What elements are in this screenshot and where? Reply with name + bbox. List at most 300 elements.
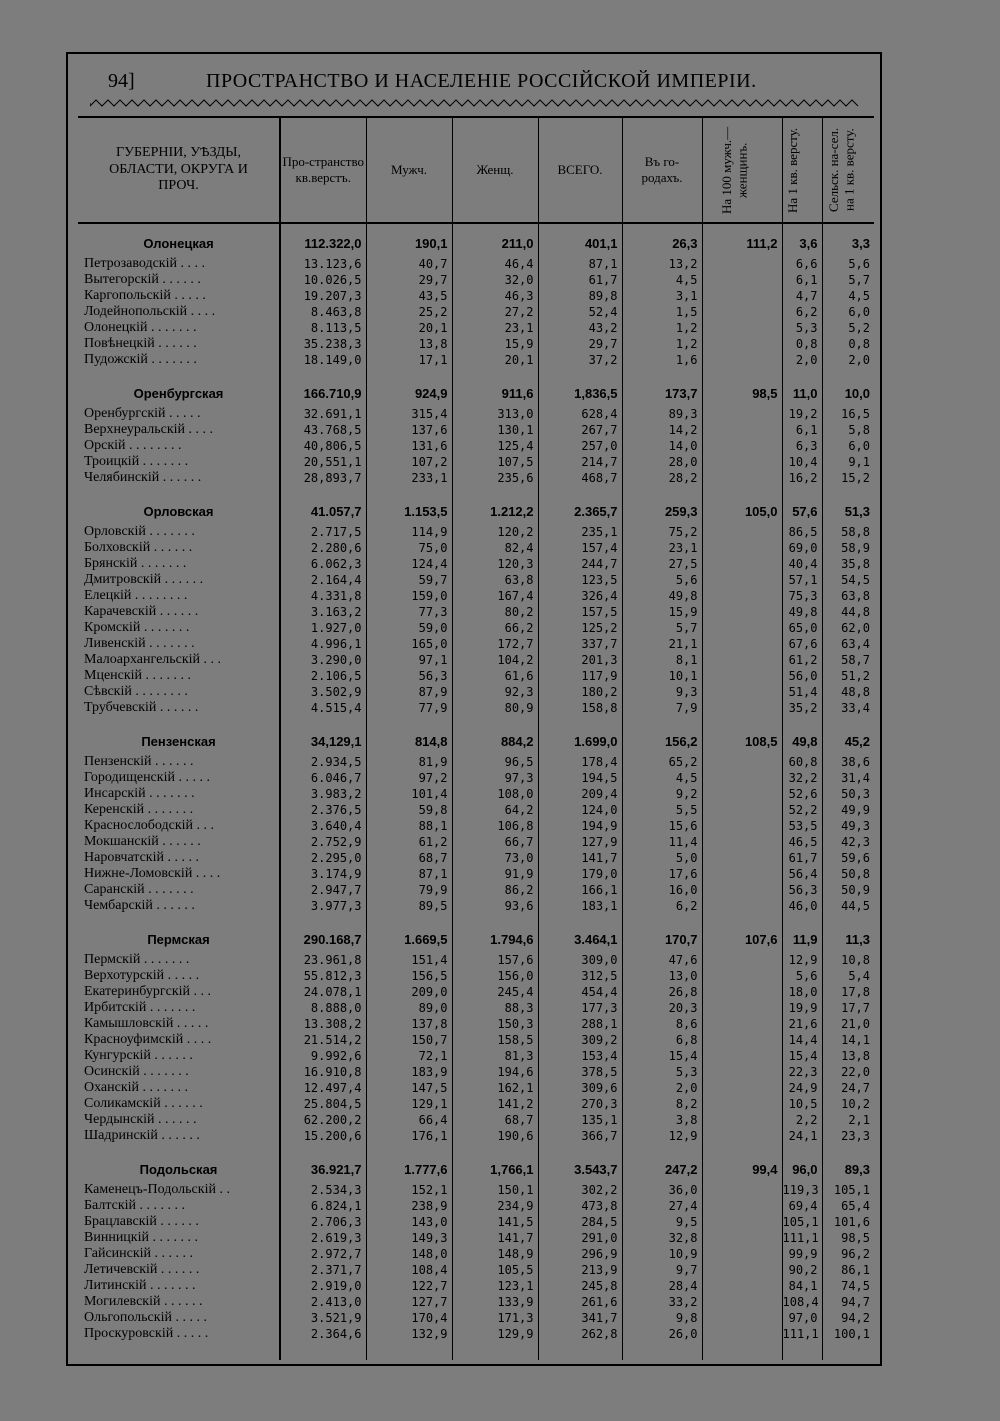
spacer-cell: [782, 223, 822, 232]
district-value: 94,2: [822, 1310, 874, 1326]
district-row: [78, 684, 874, 700]
district-value: 35.238,3: [280, 336, 366, 352]
district-value: 15,4: [782, 1048, 822, 1064]
district-value: 2,2: [782, 1112, 822, 1128]
district-value: 262,8: [538, 1326, 622, 1342]
district-row: [78, 336, 874, 352]
district-value: 0,8: [822, 336, 874, 352]
district-name: Лодейнопольскій . . . .: [84, 304, 216, 319]
district-value: 137,6: [366, 422, 452, 438]
district-value: 27,5: [622, 556, 702, 572]
district-value: 50,8: [822, 866, 874, 882]
district-row: [78, 524, 874, 540]
district-value: [702, 984, 782, 1000]
district-value: 2.619,3: [280, 1230, 366, 1246]
district-value: 244,7: [538, 556, 622, 572]
district-value: 32.691,1: [280, 406, 366, 422]
spacer-cell: [452, 1144, 538, 1158]
district-value: 29,7: [366, 272, 452, 288]
district-value: 8,6: [622, 1016, 702, 1032]
district-value: 108,4: [782, 1294, 822, 1310]
district-value: 28,893,7: [280, 470, 366, 486]
district-row: [78, 1064, 874, 1080]
page-number: 94]: [108, 70, 135, 92]
district-value: 190,6: [452, 1128, 538, 1144]
district-value: 2.371,7: [280, 1262, 366, 1278]
province-name: Орловская: [143, 504, 214, 519]
district-value: 167,4: [452, 588, 538, 604]
district-value: [702, 336, 782, 352]
spacer-cell: [538, 1144, 622, 1158]
district-row: [78, 898, 874, 914]
district-value: [702, 1246, 782, 1262]
district-value: 19.207,3: [280, 288, 366, 304]
province-d1: 96,0: [782, 1158, 822, 1182]
district-value: 2,0: [622, 1080, 702, 1096]
district-value: 5,2: [822, 320, 874, 336]
district-value: [702, 288, 782, 304]
district-value: 26,8: [622, 984, 702, 1000]
spacer-cell: [822, 1144, 874, 1158]
district-value: [702, 352, 782, 368]
district-value: 2.534,3: [280, 1182, 366, 1198]
district-value: [702, 454, 782, 470]
district-value: 3.502,9: [280, 684, 366, 700]
province-f: 211,0: [452, 232, 538, 256]
district-value: 46,3: [452, 288, 538, 304]
district-value: 18,0: [782, 984, 822, 1000]
district-value: 65,4: [822, 1198, 874, 1214]
district-row: [78, 818, 874, 834]
district-value: 245,8: [538, 1278, 622, 1294]
district-value: 65,2: [622, 754, 702, 770]
district-name: Троицкій . . . . . . .: [84, 454, 189, 469]
district-value: 43,2: [538, 320, 622, 336]
district-value: 100,1: [822, 1326, 874, 1342]
province-m: 814,8: [366, 730, 452, 754]
district-value: 96,5: [452, 754, 538, 770]
district-name: Мценскій . . . . . . .: [84, 668, 192, 683]
district-value: 3.977,3: [280, 898, 366, 914]
district-row: [78, 1096, 874, 1112]
district-name: Брацлавскій . . . . . .: [84, 1214, 199, 1229]
district-value: [702, 700, 782, 716]
spacer-cell: [366, 1144, 452, 1158]
district-row: [78, 834, 874, 850]
district-row: [78, 620, 874, 636]
district-value: 141,7: [538, 850, 622, 866]
district-value: 97,0: [782, 1310, 822, 1326]
district-value: 4.515,4: [280, 700, 366, 716]
district-value: 89,5: [366, 898, 452, 914]
district-value: 32,2: [782, 770, 822, 786]
spacer-cell: [822, 368, 874, 382]
district-value: [702, 636, 782, 652]
province-row: [78, 382, 874, 406]
district-row: [78, 968, 874, 984]
district-value: 48,8: [822, 684, 874, 700]
district-value: 156,0: [452, 968, 538, 984]
spacer-cell: [280, 486, 366, 500]
district-value: 159,0: [366, 588, 452, 604]
district-row: [78, 1214, 874, 1230]
spacer-cell: [622, 486, 702, 500]
district-value: 309,2: [538, 1032, 622, 1048]
district-row: [78, 1326, 874, 1342]
district-value: 66,7: [452, 834, 538, 850]
district-value: [702, 652, 782, 668]
district-value: 27,4: [622, 1198, 702, 1214]
district-name: Керенскій . . . . . . .: [84, 802, 194, 817]
district-value: 20,3: [622, 1000, 702, 1016]
spacer-row: [78, 486, 874, 500]
district-value: 284,5: [538, 1214, 622, 1230]
province-d1: 57,6: [782, 500, 822, 524]
district-value: 267,7: [538, 422, 622, 438]
district-value: 9.992,6: [280, 1048, 366, 1064]
district-value: 234,9: [452, 1198, 538, 1214]
district-name: Ольгопольскій . . . . .: [84, 1310, 207, 1325]
district-value: 12,9: [622, 1128, 702, 1144]
district-value: 24,1: [782, 1128, 822, 1144]
district-value: 97,2: [366, 770, 452, 786]
district-value: 312,5: [538, 968, 622, 984]
district-value: 131,6: [366, 438, 452, 454]
district-value: 194,9: [538, 818, 622, 834]
district-value: 16,0: [622, 882, 702, 898]
province-w100: 111,2: [702, 232, 782, 256]
district-value: 171,3: [452, 1310, 538, 1326]
district-row: [78, 1032, 874, 1048]
province-area: 112.322,0: [280, 232, 366, 256]
district-value: 87,1: [538, 256, 622, 272]
province-m: 190,1: [366, 232, 452, 256]
district-value: 23,1: [452, 320, 538, 336]
district-value: [702, 304, 782, 320]
district-value: 4,5: [622, 770, 702, 786]
spacer-cell: [366, 486, 452, 500]
district-name: Каменецъ-Подольскій . .: [84, 1182, 230, 1197]
spacer-cell: [702, 914, 782, 928]
district-value: [702, 968, 782, 984]
district-value: 101,4: [366, 786, 452, 802]
district-value: 61,2: [366, 834, 452, 850]
district-value: 14,0: [622, 438, 702, 454]
district-value: 21,0: [822, 1016, 874, 1032]
district-row: [78, 866, 874, 882]
district-value: [702, 620, 782, 636]
district-name: Инсарскій . . . . . . .: [84, 786, 195, 801]
district-value: 47,6: [622, 952, 702, 968]
district-name: Ирбитскій . . . . . . .: [84, 1000, 196, 1015]
district-row: [78, 1246, 874, 1262]
spacer-cell: [622, 368, 702, 382]
district-value: 468,7: [538, 470, 622, 486]
district-value: 6,3: [782, 438, 822, 454]
district-row: [78, 952, 874, 968]
spacer-cell: [538, 1342, 622, 1360]
district-name: Пудожскій . . . . . . .: [84, 352, 197, 367]
district-value: 57,1: [782, 572, 822, 588]
district-value: 72,1: [366, 1048, 452, 1064]
district-value: 63,8: [822, 588, 874, 604]
district-row: [78, 256, 874, 272]
district-value: 3.521,9: [280, 1310, 366, 1326]
district-value: [702, 1016, 782, 1032]
district-value: 0,8: [782, 336, 822, 352]
district-value: 9,1: [822, 454, 874, 470]
district-value: 105,1: [782, 1214, 822, 1230]
district-name: Чембарскій . . . . . .: [84, 898, 195, 913]
district-value: 125,2: [538, 620, 622, 636]
spacer-cell: [78, 914, 280, 928]
district-value: 3.983,2: [280, 786, 366, 802]
district-value: 63,4: [822, 636, 874, 652]
province-towns: 247,2: [622, 1158, 702, 1182]
district-value: 158,5: [452, 1032, 538, 1048]
district-value: 68,7: [366, 850, 452, 866]
district-value: 89,0: [366, 1000, 452, 1016]
district-value: 108,0: [452, 786, 538, 802]
district-row: [78, 668, 874, 684]
district-value: [702, 1294, 782, 1310]
district-row: [78, 754, 874, 770]
district-value: 23.961,8: [280, 952, 366, 968]
page-title: ПРОСТРАНСТВО И НАСЕЛЕНІЕ РОССІЙСКОЙ ИМПЕРІИ.: [206, 70, 757, 92]
district-value: 270,3: [538, 1096, 622, 1112]
district-value: 27,2: [452, 304, 538, 320]
province-total: 401,1: [538, 232, 622, 256]
province-area: 36.921,7: [280, 1158, 366, 1182]
district-value: 87,1: [366, 866, 452, 882]
district-name: Оханскій . . . . . . .: [84, 1080, 189, 1095]
spacer-cell: [622, 716, 702, 730]
spacer-cell: [452, 1342, 538, 1360]
province-name: Пензенская: [141, 734, 216, 749]
spacer-row: [78, 223, 874, 232]
district-name: Челябинскій . . . . . .: [84, 470, 202, 485]
district-name: Вытегорскій . . . . . .: [84, 272, 201, 287]
province-name: Оренбургская: [133, 386, 224, 401]
district-value: 13,0: [622, 968, 702, 984]
spacer-cell: [702, 1144, 782, 1158]
district-value: 6,0: [822, 438, 874, 454]
district-value: 29,7: [538, 336, 622, 352]
province-name: Олонецкая: [143, 236, 214, 251]
district-value: 20,1: [452, 352, 538, 368]
district-value: 201,3: [538, 652, 622, 668]
province-total: 1.699,0: [538, 730, 622, 754]
district-value: 114,9: [366, 524, 452, 540]
district-value: [702, 1000, 782, 1016]
district-name: Камышловскій . . . . .: [84, 1016, 209, 1031]
district-value: 13.123,6: [280, 256, 366, 272]
district-value: [702, 882, 782, 898]
spacer-cell: [782, 716, 822, 730]
header-male: Мужч.: [366, 118, 452, 223]
district-value: 90,2: [782, 1262, 822, 1278]
province-w100: 105,0: [702, 500, 782, 524]
district-value: 4,7: [782, 288, 822, 304]
district-row: [78, 984, 874, 1000]
district-value: 628,4: [538, 406, 622, 422]
spacer-cell: [782, 1342, 822, 1360]
district-row: [78, 406, 874, 422]
district-value: 4.331,8: [280, 588, 366, 604]
district-value: 125,4: [452, 438, 538, 454]
spacer-cell: [280, 716, 366, 730]
district-value: 15,9: [452, 336, 538, 352]
district-value: 17,1: [366, 352, 452, 368]
district-value: 8,2: [622, 1096, 702, 1112]
district-value: 77,9: [366, 700, 452, 716]
district-row: [78, 1048, 874, 1064]
district-value: [702, 272, 782, 288]
district-value: 261,6: [538, 1294, 622, 1310]
district-value: 6,2: [782, 304, 822, 320]
spacer-cell: [538, 716, 622, 730]
district-row: [78, 700, 874, 716]
district-value: [702, 1080, 782, 1096]
district-value: 141,7: [452, 1230, 538, 1246]
province-name: Подольская: [139, 1162, 218, 1177]
district-value: 68,7: [452, 1112, 538, 1128]
district-value: 23,3: [822, 1128, 874, 1144]
spacer-cell: [280, 223, 366, 232]
district-name: Орскій . . . . . . . .: [84, 438, 182, 453]
district-value: 22,0: [822, 1064, 874, 1080]
province-f: 911,6: [452, 382, 538, 406]
district-value: 12.497,4: [280, 1080, 366, 1096]
district-value: 4,5: [622, 272, 702, 288]
district-value: 2.376,5: [280, 802, 366, 818]
table-header-row: [78, 118, 874, 223]
district-value: 14,2: [622, 422, 702, 438]
district-row: [78, 272, 874, 288]
district-value: 11,4: [622, 834, 702, 850]
district-name: Литинскій . . . . . . .: [84, 1278, 196, 1293]
district-name: Осинскій . . . . . . .: [84, 1064, 189, 1079]
district-value: 170,4: [366, 1310, 452, 1326]
district-value: 302,2: [538, 1182, 622, 1198]
district-value: 20,1: [366, 320, 452, 336]
district-value: 65,0: [782, 620, 822, 636]
district-value: 79,9: [366, 882, 452, 898]
district-value: 66,2: [452, 620, 538, 636]
district-row: [78, 288, 874, 304]
district-value: 3.174,9: [280, 866, 366, 882]
district-value: [702, 898, 782, 914]
district-value: [702, 850, 782, 866]
district-value: 80,9: [452, 700, 538, 716]
district-value: [702, 438, 782, 454]
district-value: [702, 802, 782, 818]
district-value: 233,1: [366, 470, 452, 486]
district-value: 89,8: [538, 288, 622, 304]
district-value: 137,8: [366, 1016, 452, 1032]
district-value: 56,3: [782, 882, 822, 898]
district-row: [78, 850, 874, 866]
district-value: 209,4: [538, 786, 622, 802]
district-value: [702, 1096, 782, 1112]
district-value: 194,6: [452, 1064, 538, 1080]
spacer-cell: [822, 914, 874, 928]
district-value: [702, 1112, 782, 1128]
district-value: 148,0: [366, 1246, 452, 1262]
district-value: [702, 1262, 782, 1278]
spacer-cell: [280, 914, 366, 928]
province-towns: 26,3: [622, 232, 702, 256]
province-row: [78, 928, 874, 952]
district-value: [702, 684, 782, 700]
district-row: [78, 1182, 874, 1198]
district-value: 8.463,8: [280, 304, 366, 320]
header-region: ГУБЕРНІИ, УѢЗДЫ, ОБЛАСТИ, ОКРУГА И ПРОЧ.: [78, 118, 280, 223]
spacer-row: [78, 914, 874, 928]
district-value: 59,7: [366, 572, 452, 588]
district-row: [78, 604, 874, 620]
district-name: Брянскій . . . . . . .: [84, 556, 187, 571]
district-value: 15,2: [822, 470, 874, 486]
district-value: 313,0: [452, 406, 538, 422]
district-value: 4.996,1: [280, 636, 366, 652]
district-row: [78, 802, 874, 818]
decorative-wave-rule: [90, 98, 862, 108]
district-value: 13,8: [822, 1048, 874, 1064]
district-value: 18.149,0: [280, 352, 366, 368]
district-value: 49,9: [822, 802, 874, 818]
district-value: 111,1: [782, 1326, 822, 1342]
district-value: [702, 422, 782, 438]
district-value: 5,5: [622, 802, 702, 818]
district-value: 16,5: [822, 406, 874, 422]
district-value: 10,4: [782, 454, 822, 470]
province-area: 34,129,1: [280, 730, 366, 754]
district-value: 56,3: [366, 668, 452, 684]
district-value: 31,4: [822, 770, 874, 786]
district-value: 38,6: [822, 754, 874, 770]
spacer-row: [78, 368, 874, 382]
district-name: Мокшанскій . . . . . .: [84, 834, 201, 849]
district-value: 129,1: [366, 1096, 452, 1112]
district-value: 28,4: [622, 1278, 702, 1294]
district-value: [702, 866, 782, 882]
district-value: 52,6: [782, 786, 822, 802]
district-value: 51,2: [822, 668, 874, 684]
district-value: 24.078,1: [280, 984, 366, 1000]
district-value: 1.927,0: [280, 620, 366, 636]
district-value: 24,7: [822, 1080, 874, 1096]
district-value: [702, 754, 782, 770]
header-total: ВСЕГО.: [538, 118, 622, 223]
province-towns: 156,2: [622, 730, 702, 754]
district-value: 1,2: [622, 336, 702, 352]
spacer-cell: [622, 223, 702, 232]
spacer-cell: [366, 368, 452, 382]
spacer-cell: [622, 914, 702, 928]
province-d2: 10,0: [822, 382, 874, 406]
district-value: 40,4: [782, 556, 822, 572]
district-value: 32,8: [622, 1230, 702, 1246]
district-value: 91,9: [452, 866, 538, 882]
district-value: 81,3: [452, 1048, 538, 1064]
district-value: 473,8: [538, 1198, 622, 1214]
district-value: 66,4: [366, 1112, 452, 1128]
district-value: 10,8: [822, 952, 874, 968]
district-value: 93,6: [452, 898, 538, 914]
district-value: 88,3: [452, 1000, 538, 1016]
district-value: 21,1: [622, 636, 702, 652]
